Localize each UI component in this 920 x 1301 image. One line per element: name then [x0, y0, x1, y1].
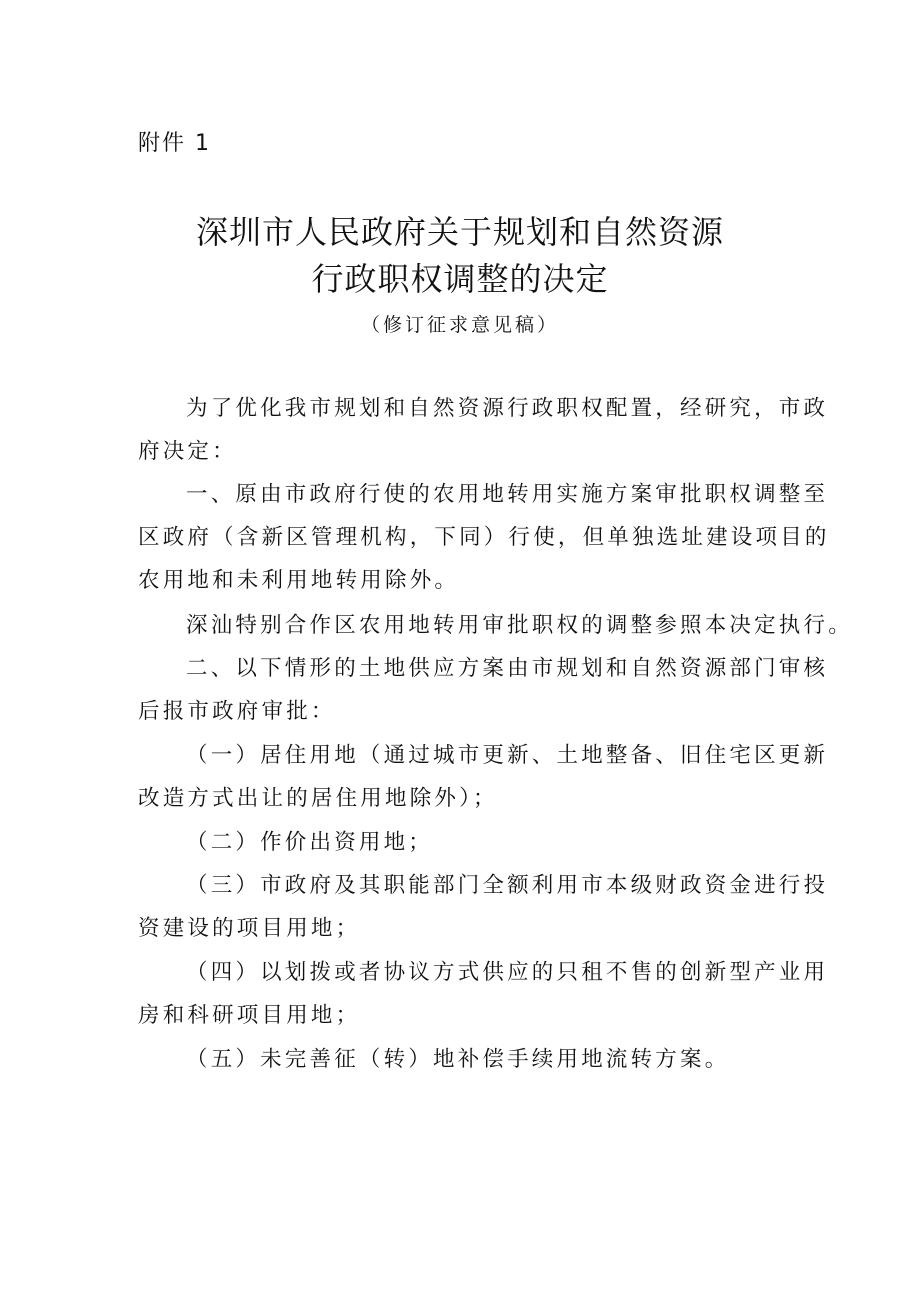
list-item-line: （三）市政府及其职能部门全额利用市本级财政资金进行投 [186, 873, 829, 898]
list-item-line: 资建设的项目用地； [138, 916, 361, 941]
body-line: 农用地和未利用地转用除外。 [138, 568, 460, 593]
body-line: 后报市政府审批： [138, 699, 336, 724]
body-line: 一、原由市政府行使的农用地转用实施方案审批职权调整至 [186, 482, 829, 507]
body-line: 府决定： [138, 439, 237, 464]
attachment-label: 附件 1 [138, 131, 211, 156]
list-item-line: （一）居住用地（通过城市更新、土地整备、旧住宅区更新 [186, 743, 829, 768]
list-item-line: 改造方式出让的居住用地除外）； [138, 786, 498, 811]
list-item-line: （四）以划拨或者协议方式供应的只租不售的创新型产业用 [186, 960, 829, 985]
body-line: 区政府（含新区管理机构，下同）行使，但单独选址建设项目的 [138, 525, 830, 550]
document-title-line-2: 行政职权调整的决定 [311, 260, 609, 298]
body-line: 深汕特别合作区农用地转用审批职权的调整参照本决定执行。 [186, 613, 853, 638]
document-title-line-1: 深圳市人民政府关于规划和自然资源 [195, 213, 724, 251]
body-line: 为了优化我市规划和自然资源行政职权配置，经研究，市政 [186, 396, 829, 421]
list-item-line: （五）未完善征（转）地补偿手续用地流转方案。 [186, 1047, 730, 1072]
list-item-line: 房和科研项目用地； [138, 1003, 361, 1028]
document-subtitle: （修订征求意见稿） [360, 314, 559, 336]
body-line: 二、以下情形的土地供应方案由市规划和自然资源部门审核 [186, 656, 829, 681]
list-item-line: （二）作价出资用地； [186, 830, 434, 855]
